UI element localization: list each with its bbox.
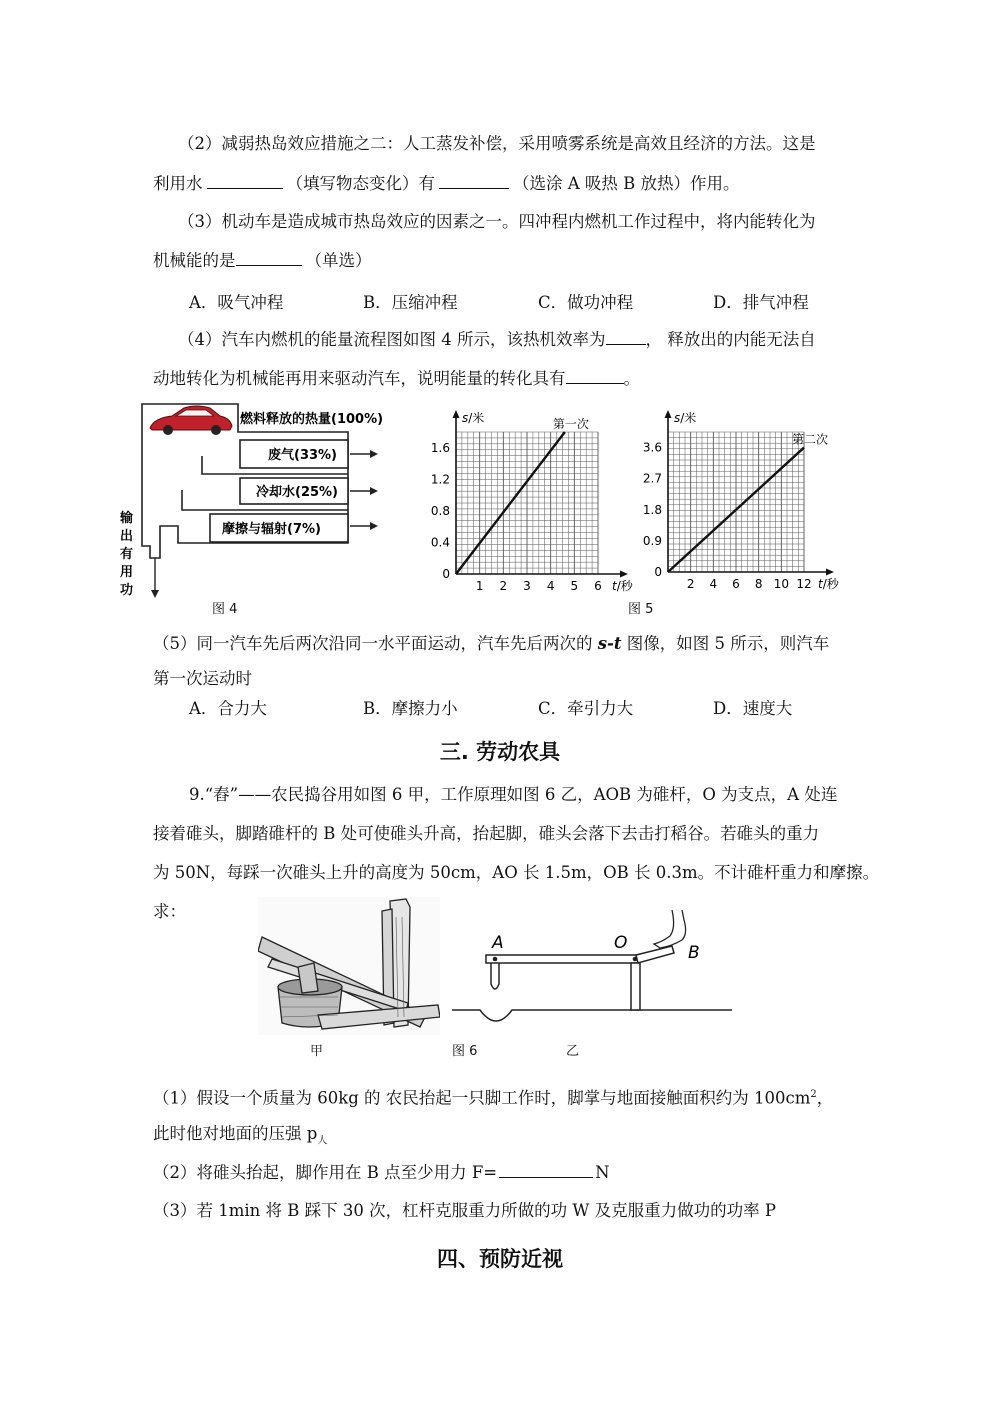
x-tick-label: 6 bbox=[732, 577, 740, 591]
series-label: 第一次 bbox=[552, 417, 589, 431]
q9-sub1-text2: 此时他对地面的压强 p bbox=[153, 1124, 318, 1143]
y-tick-label: 0 bbox=[654, 565, 662, 579]
answer-blank[interactable] bbox=[499, 1161, 593, 1178]
q5-text-a: （5）同一汽车先后两次沿同一水平面运动，汽车先后两次的 bbox=[153, 634, 598, 653]
q3-option-a[interactable]: A．吸气冲程 bbox=[189, 293, 284, 312]
svg-text:有: 有 bbox=[120, 547, 134, 562]
y-tick-label: 3.6 bbox=[642, 440, 662, 455]
q2-text-c: （选涂 A 吸热 B 放热）作用。 bbox=[513, 174, 740, 193]
q9-sub1-sub: 人 bbox=[317, 1135, 328, 1147]
figure-4-energy-flow bbox=[110, 398, 420, 603]
q4-text-b: ， 释放出的内能无法自 bbox=[645, 330, 816, 349]
label-o: O bbox=[614, 933, 628, 953]
q9-line3: 为 50N，每踩一次碓头上升的高度为 50cm，AO 长 1.5m，OB 长 0.3m。不计碓杆重力和摩擦。 bbox=[153, 863, 880, 882]
svg-text:用: 用 bbox=[120, 565, 134, 580]
q4-text-a: （4）汽车内燃机的能量流程图如图 4 所示，该热机效率为 bbox=[178, 330, 606, 349]
y-axis-arrow bbox=[665, 410, 672, 418]
figure-6-pestle-illustration bbox=[258, 897, 440, 1035]
figure-6-lever-diagram bbox=[448, 898, 738, 1038]
answer-blank[interactable] bbox=[439, 172, 509, 189]
q4-text-d: 。 bbox=[623, 369, 640, 388]
q5-line1 bbox=[153, 633, 829, 655]
series-label: 第二次 bbox=[792, 432, 829, 447]
y-tick-label: 0.8 bbox=[430, 503, 450, 518]
q5-st-label: s-t bbox=[597, 634, 622, 653]
section-3-title: 三. 劳动农具 bbox=[439, 740, 561, 764]
svg-text:输: 输 bbox=[120, 511, 134, 526]
x-tick-label: 3 bbox=[523, 579, 531, 593]
q5-line2: 第一次运动时 bbox=[153, 669, 252, 688]
q9-line4: 求： bbox=[153, 902, 186, 921]
cooling-water-label: 冷却水(25%) bbox=[256, 485, 338, 500]
q5-option-a[interactable]: A．合力大 bbox=[189, 699, 267, 718]
q3-text-a: 机械能的是 bbox=[153, 251, 236, 270]
q2-text-b: （填写物态变化）有 bbox=[286, 174, 435, 193]
y-tick-label: 0 bbox=[442, 567, 450, 581]
q3-text-b: （单选） bbox=[305, 251, 372, 270]
y-tick-label: 0.9 bbox=[642, 533, 662, 548]
x-axis-label: t/秒 bbox=[612, 579, 633, 593]
x-tick-label: 6 bbox=[594, 579, 602, 593]
q3-option-d[interactable]: D．排气冲程 bbox=[713, 293, 809, 312]
figure-5-caption: 图 5 bbox=[628, 602, 654, 617]
label-b: B bbox=[688, 943, 700, 963]
q9-sub1-comma: ， bbox=[816, 1088, 834, 1108]
figure-6-caption: 图 6 bbox=[452, 1044, 478, 1059]
x-axis-label: t/秒 bbox=[818, 577, 839, 591]
useful-work-label bbox=[119, 510, 133, 598]
q2-line2 bbox=[153, 172, 740, 195]
q9-line1: 9.“舂”——农民捣谷用如图 6 甲，工作原理如图 6 乙，AOB 为碓杆，O 为支点，A 处连 bbox=[189, 785, 838, 804]
figure-6-right-caption: 乙 bbox=[566, 1044, 580, 1059]
q4-line1 bbox=[178, 328, 816, 351]
answer-blank[interactable] bbox=[207, 172, 283, 189]
x-tick-label: 8 bbox=[754, 577, 763, 591]
y-axis-label: s/米 bbox=[462, 411, 485, 425]
x-tick-label: 4 bbox=[546, 579, 555, 593]
foot-icon bbox=[654, 910, 686, 948]
x-tick-label: 12 bbox=[796, 577, 812, 591]
figure-6-left-caption: 甲 bbox=[310, 1044, 324, 1059]
x-axis-arrow bbox=[826, 569, 834, 576]
section-4-title: 四、预防近视 bbox=[437, 1247, 563, 1271]
q9-sub3: （3）若 1min 将 B 踩下 30 次，杠杆克服重力所做的功 W 及克服重力做功的功率 P bbox=[153, 1201, 776, 1220]
q9-sub1-line2 bbox=[153, 1123, 327, 1152]
label-a: A bbox=[492, 933, 504, 953]
q4-line2 bbox=[153, 367, 640, 390]
y-tick-label: 1.6 bbox=[430, 440, 450, 455]
svg-text:出: 出 bbox=[120, 529, 134, 544]
car-icon bbox=[150, 406, 232, 435]
x-tick-label: 1 bbox=[475, 579, 484, 593]
q5-text-b: 图像，如图 5 所示，则汽车 bbox=[621, 634, 830, 653]
lever-bar bbox=[486, 955, 638, 963]
support-post bbox=[631, 963, 640, 1010]
q2-text-a: 利用水 bbox=[153, 174, 203, 193]
pestle-head bbox=[491, 963, 499, 989]
y-axis-label: s/米 bbox=[674, 411, 697, 425]
q9-sub2-text: （2）将碓头抬起，脚作用在 B 点至少用力 F= bbox=[153, 1163, 498, 1182]
y-axis-arrow bbox=[453, 410, 460, 418]
q3-line2 bbox=[153, 249, 372, 272]
fuel-heat-label: 燃料释放的热量(100%) bbox=[240, 412, 384, 427]
y-tick-label: 2.7 bbox=[642, 471, 662, 486]
q3-option-c[interactable]: C．做功冲程 bbox=[538, 293, 634, 312]
y-tick-label: 0.4 bbox=[430, 535, 450, 550]
q9-sub1-line1 bbox=[153, 1084, 833, 1110]
x-tick-label: 10 bbox=[773, 577, 789, 591]
answer-blank[interactable] bbox=[606, 328, 646, 345]
chart-first-run bbox=[418, 400, 648, 600]
friction-label: 摩擦与辐射(7%) bbox=[222, 522, 321, 537]
q9-sub2 bbox=[153, 1161, 610, 1184]
q9-sub1-sup: 2 bbox=[810, 1089, 817, 1100]
q5-option-c[interactable]: C．牵引力大 bbox=[538, 699, 634, 718]
waste-gas-label: 废气(33%) bbox=[268, 448, 337, 463]
x-tick-label: 2 bbox=[686, 577, 695, 591]
x-tick-label: 4 bbox=[709, 577, 718, 591]
figure-4-caption: 图 4 bbox=[212, 602, 238, 617]
chart-second-run bbox=[622, 400, 862, 600]
lever-bar-b bbox=[636, 946, 674, 963]
ground-line bbox=[452, 1010, 732, 1021]
q9-line2: 接着碓头，脚踏碓杆的 B 处可使碓头升高，抬起脚，碓头会落下去击打稻谷。若碓头的重力 bbox=[153, 824, 820, 843]
q9-sub2-unit: N bbox=[595, 1163, 610, 1182]
svg-text:功: 功 bbox=[120, 583, 134, 598]
q3-line1: （3）机动车是造成城市热岛效应的因素之一。四冲程内燃机工作过程中，将内能转化为 bbox=[178, 212, 816, 231]
x-tick-label: 5 bbox=[570, 579, 579, 593]
q2-line1: （2）减弱热岛效应措施之二：人工蒸发补偿，采用喷雾系统是高效且经济的方法。这是 bbox=[178, 134, 816, 153]
answer-blank[interactable] bbox=[566, 367, 624, 384]
q9-sub1-text: （1）假设一个质量为 60kg 的 农民抬起一只脚工作时，脚掌与地面接触面积约为 100cm bbox=[153, 1088, 811, 1108]
q4-text-c: 动地转化为机械能再用来驱动汽车，说明能量的转化具有 bbox=[153, 369, 566, 388]
y-tick-label: 1.2 bbox=[430, 472, 450, 487]
q5-option-b[interactable]: B．摩擦力小 bbox=[363, 699, 458, 718]
answer-blank[interactable] bbox=[236, 249, 302, 266]
q3-option-b[interactable]: B．压缩冲程 bbox=[363, 293, 458, 312]
q5-option-d[interactable]: D．速度大 bbox=[713, 699, 793, 718]
y-tick-label: 1.8 bbox=[642, 502, 662, 517]
x-tick-label: 2 bbox=[499, 579, 508, 593]
